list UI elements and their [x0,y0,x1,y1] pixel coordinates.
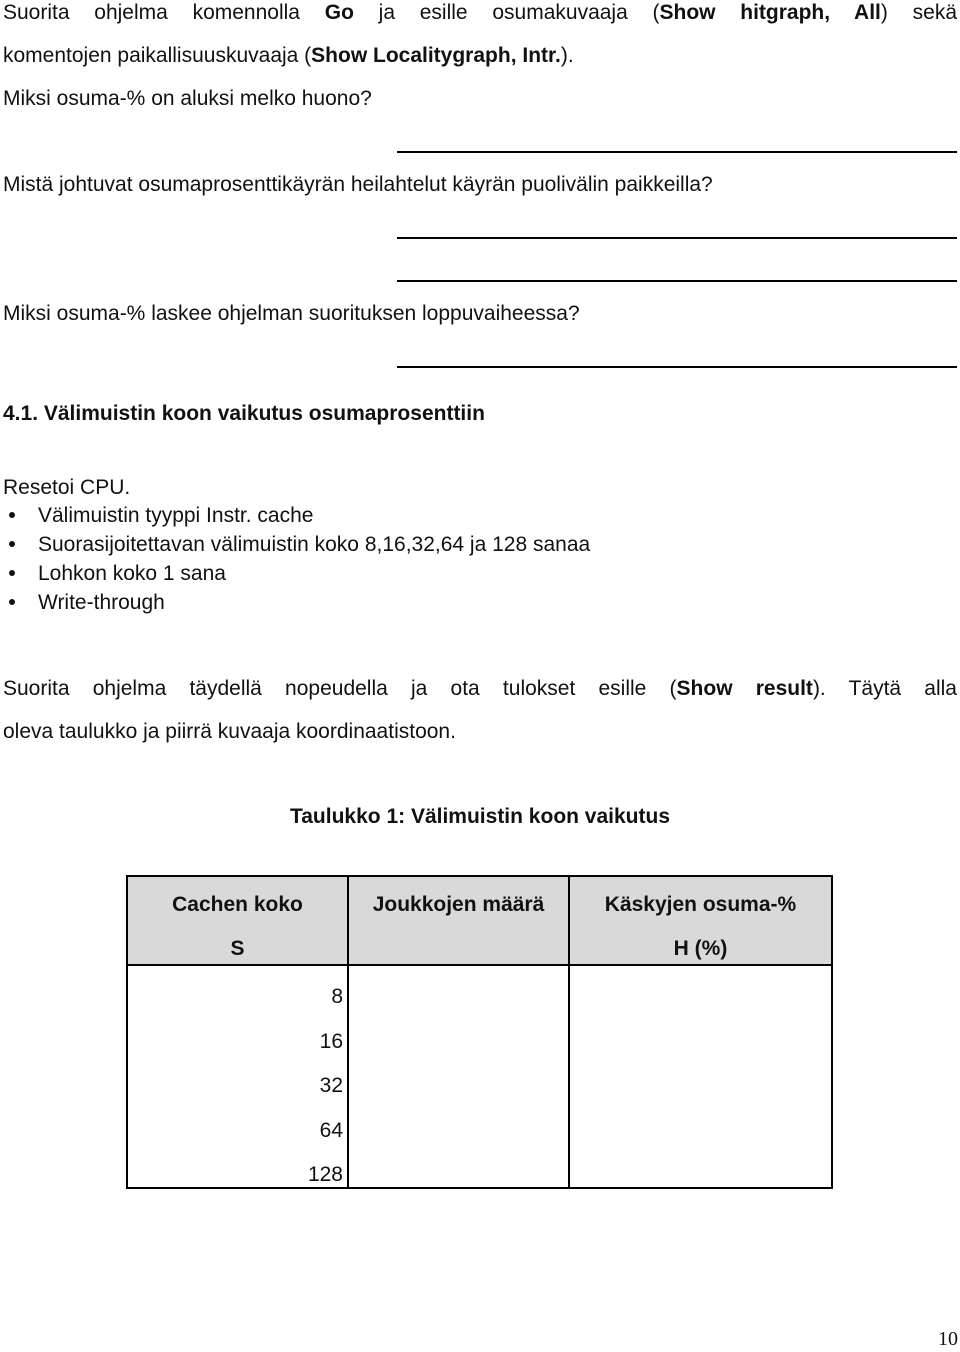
command-show-hitgraph: Show hitgraph, All [659,1,881,24]
answer-line [397,366,957,368]
intro-text: ) sekä [880,1,958,24]
intro-text: komentojen paikallisuuskuvaaja ( [3,44,312,67]
instruction-text: Suorita ohjelma täydellä nopeudella ja ota tulokset esille ( [3,677,677,700]
reset-instruction: Resetoi CPU. [3,476,131,499]
list-item: Write-through [38,591,165,614]
table-title: Taulukko 1: Välimuistin koon vaikutus [289,805,671,828]
cache-size-cell: 128 [307,1163,343,1186]
instruction-line-2: oleva taulukko ja piirrä kuvaaja koordinaatistoon. [3,720,456,743]
command-go: Go [324,1,354,24]
question-3: Miksi osuma-% laskee ohjelman suorituksen loppuvaiheessa? [3,302,580,325]
list-item: Välimuistin tyyppi Instr. cache [38,504,314,527]
intro-text: Suorita ohjelma komennolla [3,1,325,24]
cache-size-cell: 64 [319,1119,343,1142]
page-number: 10 [938,1328,958,1350]
answer-line [397,280,957,282]
list-item: Suorasijoitettavan välimuistin koko 8,16,32,64 ja 128 sanaa [38,533,591,556]
intro-line-2 [3,44,574,68]
list-item: Lohkon koko 1 sana [38,562,226,585]
answer-line [397,151,957,153]
question-2: Mistä johtuvat osumaprosenttikäyrän heilahtelut käyrän puolivälin paikkeilla? [3,173,713,196]
bullet-icon [9,599,15,605]
header-cache-size-label: Cachen koko [172,893,303,916]
cache-size-cell: 8 [331,985,343,1008]
instruction-text: ). Täytä alla [812,677,957,700]
answer-line [397,237,957,239]
question-1: Miksi osuma-% on aluksi melko huono? [3,87,372,110]
bullet-icon [9,570,15,576]
header-hit-rate [570,883,831,971]
cache-size-cell: 32 [319,1074,343,1097]
intro-line-1 [3,1,957,25]
bullet-icon [9,541,15,547]
bullet-icon [9,512,15,518]
results-table [126,875,833,1189]
header-cache-size [128,883,347,971]
intro-text: ja esille osumakuvaaja ( [353,1,660,24]
header-hit-rate-label: Käskyjen osuma-% [604,893,797,916]
section-heading: 4.1. Välimuistin koon vaikutus osumaprosenttiin [3,402,485,425]
header-set-count [349,883,568,927]
header-set-count-label: Joukkojen määrä [372,893,545,916]
command-show-result: Show result [676,677,813,700]
intro-text: ). [560,44,574,67]
header-cache-size-symbol: S [230,937,245,960]
cache-size-cell: 16 [319,1030,343,1053]
instruction-line-1 [3,677,957,701]
command-show-localitygraph: Show Localitygraph, Intr. [311,44,561,67]
header-hit-rate-symbol: H (%) [673,937,728,960]
